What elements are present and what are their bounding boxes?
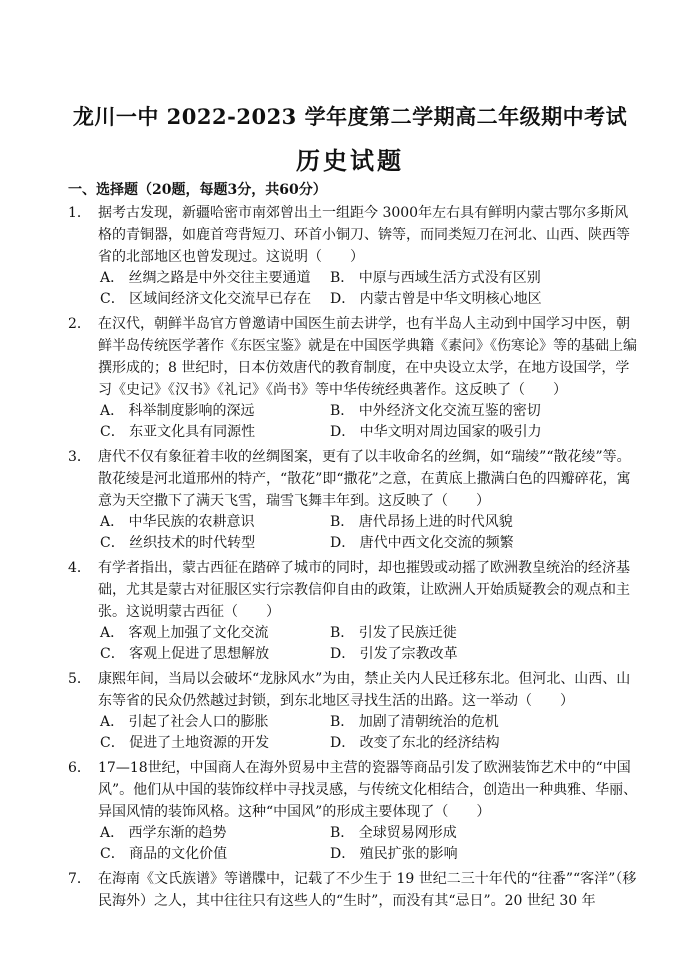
exam-title: 龙川一中 2022-2023 学年度第二学期高二年级期中考试 [72, 104, 628, 129]
question-text: 17—18世纪，中国商人在海外贸易中主营的瓷器等商品引发了欧洲装饰艺术中的“中国风”。他们从中国的装饰纹样中寻找灵感，与传统文化相结合，创造出一种典雅、华丽、异国风情的装饰风格。这种“中国风”的形成主要体现了（ ） [98, 760, 638, 820]
exam-subtitle: 历史试题 [296, 146, 404, 175]
option-group [68, 823, 640, 865]
option-a[interactable]: A． 中华民族的农耕意识 [100, 514, 255, 530]
question-number: 2． [68, 316, 91, 332]
question-item [68, 202, 640, 268]
question-text: 在海南《文氏族谱》等谱牒中，记载了不少生于 19 世纪二三十年代的“往番”“客洋”（移民海外）之人，其中往往只有这些人的“生时”，而没有其“忌日”。20 世纪 30 年 [98, 871, 637, 909]
option-b[interactable]: B． 唐代昂扬上进的时代风貌 [330, 514, 513, 530]
question-text: 有学者指出，蒙古西征在踏碎了城市的同时，却也摧毁或动摇了欧洲教皇统治的经济基础，尤其是蒙古对征服区实行宗教信仰自由的政策，让欧洲人开始质疑教会的观点和主张。这说明蒙古西征（ ） [98, 560, 630, 620]
option-a[interactable]: A． 引起了社会人口的膨胀 [100, 714, 269, 730]
option-a[interactable]: A． 客观上加强了文化交流 [100, 625, 269, 641]
question-number: 7． [68, 871, 91, 887]
option-d[interactable]: D． 殖民扩张的影响 [330, 846, 458, 862]
option-d[interactable]: D． 引发了宗教改革 [330, 646, 458, 662]
question-number: 5． [68, 671, 91, 687]
option-c[interactable]: C． 商品的文化价值 [100, 846, 228, 862]
question-text: 唐代不仅有象征着丰收的丝绸图案，更有了以丰收命名的丝绸，如“瑞绫”“散花绫”等。散花绫是河北道邢州的特产，“散花”即“撒花”之意，在黄底上撒满白色的四瓣碎花，寓意为天空撒下了满天飞雪，瑞雪飞舞丰年到。这反映了（ ） [98, 449, 631, 509]
question-number: 1． [68, 205, 91, 221]
option-group [68, 401, 640, 443]
option-a[interactable]: A． 丝绸之路是中外交往主要通道 [100, 270, 311, 286]
option-a[interactable]: A． 西学东渐的趋势 [100, 825, 227, 841]
question-item [68, 446, 640, 512]
question-item [68, 668, 640, 712]
section-heading: 一、选择题（20题，每题3分，共60分） [68, 182, 327, 198]
question-number: 4． [68, 560, 91, 576]
option-d[interactable]: D． 改变了东北的经济结构 [330, 735, 500, 751]
option-group [68, 268, 640, 310]
question-number: 3． [68, 449, 91, 465]
option-a[interactable]: A． 科举制度影响的深远 [100, 403, 255, 419]
option-group [68, 712, 640, 754]
option-d[interactable]: D． 内蒙古曾是中华文明核心地区 [330, 291, 542, 307]
question-item [68, 557, 640, 623]
option-c[interactable]: C． 客观上促进了思想解放 [100, 646, 270, 662]
question-item [68, 313, 640, 401]
question-text: 在汉代，朝鲜半岛官方曾邀请中国医生前去讲学，也有半岛人主动到中国学习中医，朝鲜半岛传统医学著作《东医宝鉴》就是在中国医学典籍《素问》《伤寒论》等的基础上编撰形成的；8 世纪时，日本仿效唐代的教育制度，在中央设立太学，在地方设国学，学习《史记》《汉书》《礼记》《尚书》等中华传统经典著作。这反映了（ ） [98, 316, 637, 398]
option-c[interactable]: C． 丝织技术的时代转型 [100, 535, 256, 551]
option-c[interactable]: C． 区域间经济文化交流早已存在 [100, 291, 312, 307]
option-b[interactable]: B． 中原与西域生活方式没有区别 [330, 270, 541, 286]
question-text: 据考古发现，新疆哈密市南郊曾出土一组距今 3000年左右具有鲜明内蒙古鄂尔多斯风格的青铜器，如鹿首弯背短刀、环首小铜刀、锛等，而同类短刀在河北、山西、陕西等省的北部地区也曾发现过。这说明（ ） [98, 205, 630, 265]
option-b[interactable]: B． 引发了民族迁徙 [330, 625, 457, 641]
option-b[interactable]: B． 加剧了清朝统治的危机 [330, 714, 499, 730]
question-item [68, 757, 640, 823]
option-c[interactable]: C． 东亚文化具有同源性 [100, 424, 256, 440]
option-b[interactable]: B． 中外经济文化交流互鉴的密切 [330, 403, 541, 419]
question-item [68, 868, 640, 912]
option-c[interactable]: C． 促进了土地资源的开发 [100, 735, 270, 751]
option-d[interactable]: D． 唐代中西文化交流的频繁 [330, 535, 514, 551]
question-number: 6． [68, 760, 91, 776]
question-text: 康熙年间，当局以会破坏“龙脉风水”为由，禁止关内人民迁移东北。但河北、山西、山东等省的民众仍然越过封锁，到东北地区寻找生活的出路。这一举动（ ） [98, 671, 631, 709]
option-d[interactable]: D． 中华文明对周边国家的吸引力 [330, 424, 542, 440]
option-group [68, 512, 640, 554]
question-list [68, 200, 640, 912]
option-b[interactable]: B． 全球贸易网形成 [330, 825, 457, 841]
option-group [68, 623, 640, 665]
